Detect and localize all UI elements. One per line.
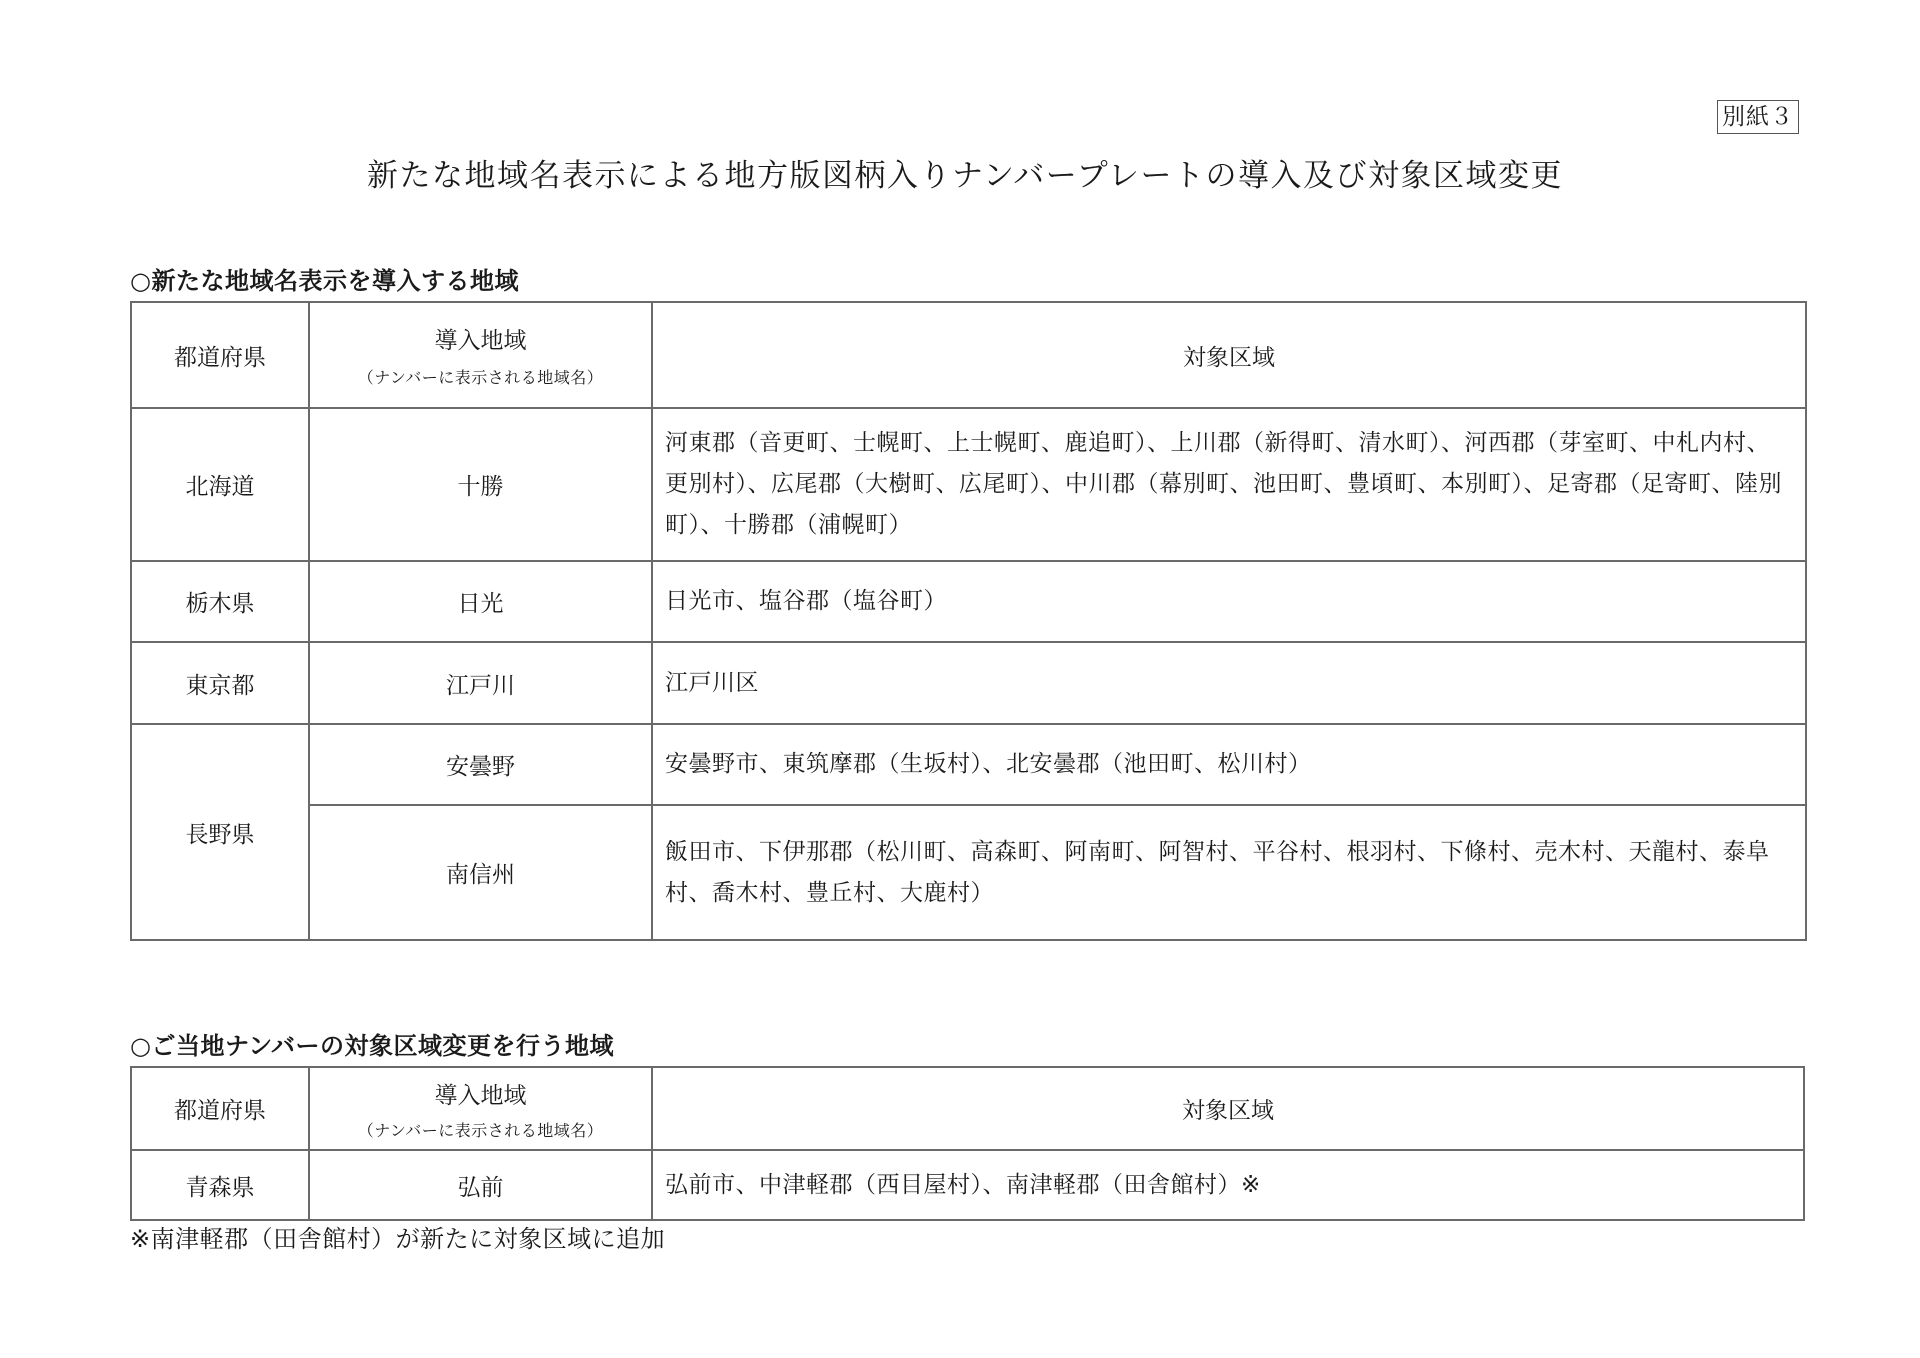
- cell-prefecture: 北海道: [131, 408, 309, 561]
- cell-target-area: 安曇野市、東筑摩郡（生坂村）、北安曇郡（池田町、松川村）: [652, 724, 1806, 805]
- section2-heading: ○ご当地ナンバーの対象区域変更を行う地域: [130, 1032, 615, 1060]
- cell-target-area: 日光市、塩谷郡（塩谷町）: [652, 561, 1806, 642]
- cell-target-area: 河東郡（音更町、士幌町、上士幌町、鹿追町）、上川郡（新得町、清水町）、河西郡（芽室町、中札内村、更別村）、広尾郡（大樹町、広尾町）、中川郡（幕別町、池田町、豊頃町、本別町）、足寄郡（足寄町、陸別町）、十勝郡（浦幌町）: [652, 408, 1806, 561]
- header-intro-region-sub: （ナンバーに表示される地域名）: [357, 368, 604, 387]
- section1-heading: ○新たな地域名表示を導入する地域: [130, 267, 519, 295]
- cell-target-area: 江戸川区: [652, 642, 1806, 724]
- footnote: ※南津軽郡（田舎館村）が新たに対象区域に追加: [130, 1225, 666, 1253]
- document-title: 新たな地域名表示による地方版図柄入りナンバープレートの導入及び対象区域変更: [367, 158, 1563, 194]
- header-intro-region: [309, 302, 652, 408]
- header-prefecture: 都道府県: [131, 302, 309, 408]
- header-prefecture: 都道府県: [131, 1067, 309, 1150]
- attachment-label: 別紙３: [1717, 100, 1799, 134]
- header-intro-region-label: 導入地域: [434, 1082, 527, 1109]
- header-intro-region: [309, 1067, 652, 1150]
- cell-prefecture: 長野県: [131, 724, 309, 940]
- table-row: [131, 1150, 1804, 1220]
- area-change-table: [130, 1066, 1805, 1221]
- cell-intro-region: 安曇野: [309, 724, 652, 805]
- cell-intro-region: 十勝: [309, 408, 652, 561]
- table-row: [131, 805, 1806, 940]
- cell-intro-region: 南信州: [309, 805, 652, 940]
- table-row: [131, 408, 1806, 561]
- cell-prefecture: 栃木県: [131, 561, 309, 642]
- header-target-area: 対象区域: [652, 1067, 1804, 1150]
- new-region-table: [130, 301, 1807, 941]
- table-row: [131, 561, 1806, 642]
- table-row: [131, 724, 1806, 805]
- cell-intro-region: 江戸川: [309, 642, 652, 724]
- cell-target-area: 飯田市、下伊那郡（松川町、高森町、阿南町、阿智村、平谷村、根羽村、下條村、売木村、天龍村、泰阜村、喬木村、豊丘村、大鹿村）: [652, 805, 1806, 940]
- cell-intro-region: 弘前: [309, 1150, 652, 1220]
- cell-prefecture: 青森県: [131, 1150, 309, 1220]
- header-target-area: 対象区域: [652, 302, 1806, 408]
- cell-prefecture: 東京都: [131, 642, 309, 724]
- cell-intro-region: 日光: [309, 561, 652, 642]
- table-header-row: [131, 302, 1806, 408]
- header-intro-region-sub: （ナンバーに表示される地域名）: [357, 1120, 604, 1140]
- cell-target-area: 弘前市、中津軽郡（西目屋村）、南津軽郡（田舎館村）※: [652, 1150, 1804, 1220]
- table-header-row: [131, 1067, 1804, 1150]
- table-row: [131, 642, 1806, 724]
- header-intro-region-label: 導入地域: [434, 328, 527, 354]
